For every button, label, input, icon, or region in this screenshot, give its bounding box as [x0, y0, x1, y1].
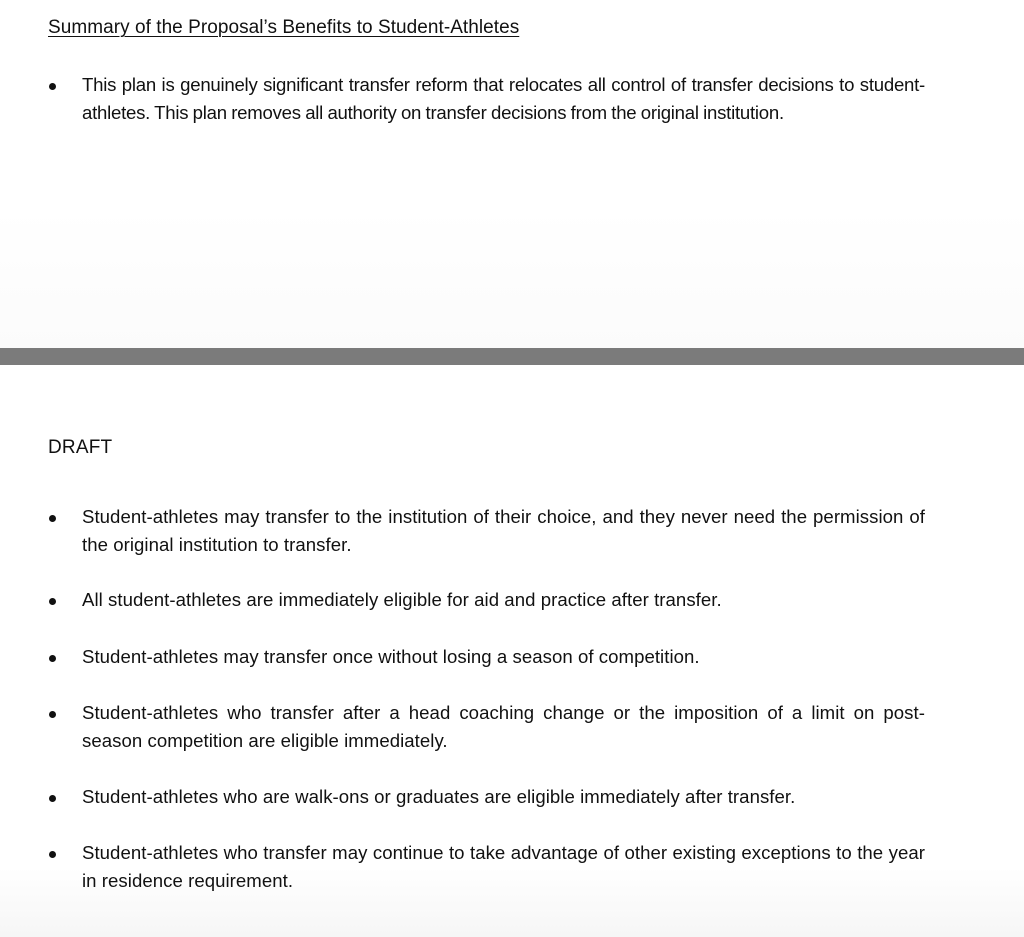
bullet-icon: [49, 83, 56, 90]
list-item-text: Student-athletes who are walk-ons or graduates are eligible immediately after transfer.: [82, 786, 796, 807]
bullet-icon: [49, 795, 56, 802]
list-item-text: Student-athletes may transfer to the institution of their choice, and they never need the permission of the original institution to transfer.: [82, 506, 925, 555]
bullet-icon: [49, 711, 56, 718]
bullet-icon: [49, 655, 56, 662]
bullet-icon: [49, 515, 56, 522]
draft-label: DRAFT: [48, 437, 113, 458]
section-heading: Summary of the Proposal’s Benefits to Student-Athletes: [48, 17, 520, 38]
list-item-text: Student-athletes who transfer after a head coaching change or the imposition of a limit on post-season competition are eligible immediately.: [82, 702, 925, 751]
bullet-icon: [49, 598, 56, 605]
list-item-text: Student-athletes who transfer may continue to take advantage of other existing exceptions to the year in residence requirement.: [82, 842, 925, 891]
list-item-text: Student-athletes may transfer once without losing a season of competition.: [82, 646, 700, 667]
document-page-bottom: [0, 365, 1024, 937]
list-item-text: This plan is genuinely significant transfer reform that relocates all control of transfer decisions to student-athletes. This plan removes all authority on transfer decisions from the original institution.: [82, 74, 925, 123]
document-page-top: [0, 0, 1024, 348]
page-separator: [0, 348, 1024, 365]
bullet-icon: [49, 851, 56, 858]
list-item-text: All student-athletes are immediately eligible for aid and practice after transfer.: [82, 589, 722, 610]
